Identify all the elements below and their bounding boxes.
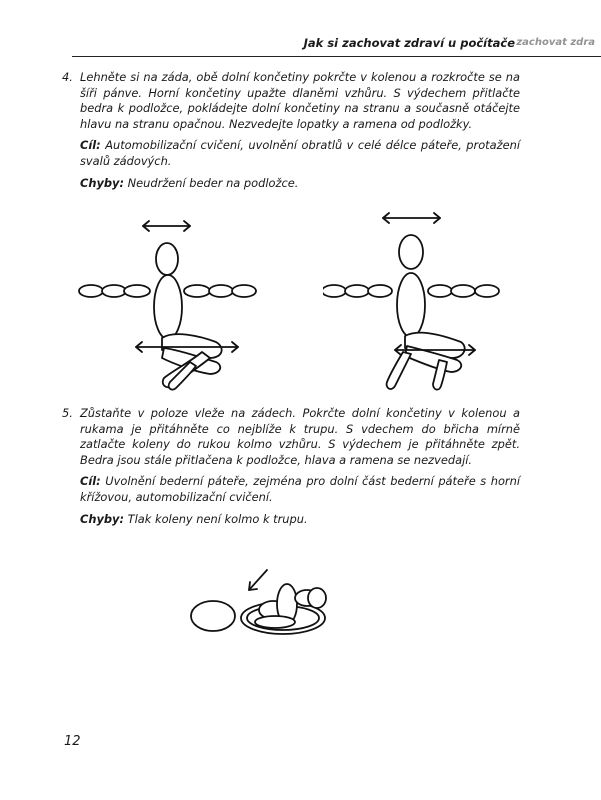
- knee-pressure-arrow: [249, 570, 267, 590]
- exercise-number: 5.: [62, 406, 73, 420]
- exercise-4: [62, 70, 520, 197]
- page-number: 12: [64, 734, 81, 749]
- errors-text: Tlak koleny není kolmo k trupu.: [127, 511, 308, 526]
- exercise-body: [80, 70, 520, 191]
- exercise-description: Lehněte si na záda, obě dolní končetiny pokrčte v kolenou a rozkročte se na šíři pánve. Horní končetiny upažte dlaněmi vzhůru. S výdechem přitlačte bedra k podložce, pokládejte dolní končetiny na stranu a současně otáčejte hlavu na stranu opačnou. Nezvedejte lopatky a ramena od podložky.: [80, 70, 520, 131]
- figure-head: [399, 235, 423, 269]
- figure-head: [156, 243, 178, 275]
- errors-text: Neudržení beder na podložce.: [127, 175, 299, 190]
- exercise-body: [80, 406, 520, 527]
- header-title: Jak si zachovat zdraví u počítače: [303, 36, 515, 50]
- figure-torso: [397, 273, 425, 337]
- figure-legs: [387, 333, 465, 390]
- exercise-goal: [80, 474, 520, 505]
- goal-text: Uvolnění bederní páteře, zejména pro dolní část bederní páteře s horní křížovou, automobilizační cvičení.: [80, 474, 520, 504]
- goal-text: Automobilizační cvičení, uvolnění obratlů v celé délce páteře, protažení svalů zádových.: [80, 138, 520, 168]
- header-title-bleed: zachovat zdra: [516, 37, 595, 48]
- exercise-errors: [80, 512, 520, 528]
- header-rule: [72, 56, 601, 57]
- exercise-goal: [80, 138, 520, 169]
- head-movement-arrow: [383, 213, 440, 223]
- exercise-4-figure-right: [323, 212, 508, 392]
- exercise-errors: [80, 176, 520, 192]
- exercise-5: [62, 406, 520, 533]
- exercise-number: 4.: [62, 70, 73, 84]
- goal-label: Cíl:: [80, 138, 101, 153]
- running-header: [0, 34, 601, 54]
- head-movement-arrow: [143, 221, 190, 231]
- figure-torso: [154, 275, 182, 339]
- figure-legs: [162, 334, 222, 389]
- errors-label: Chyby:: [80, 175, 125, 190]
- goal-label: Cíl:: [80, 474, 101, 489]
- errors-label: Chyby:: [80, 511, 125, 526]
- exercise-4-figure-left: [78, 212, 263, 392]
- exercise-5-figure: [185, 560, 345, 642]
- exercise-description: Zůstaňte v poloze vleže na zádech. Pokrčte dolní končetiny v kolenou a rukama je přitáhněte co nejblíže k trupu. S vdechem do břicha mírně zatlačte koleny do rukou kolmo vzhůru. S výdechem je přitáhněte zpět. Bedra jsou stále přitlačena k podložce, hlava a ramena se nezvedají.: [80, 406, 520, 467]
- figure-head: [191, 601, 235, 631]
